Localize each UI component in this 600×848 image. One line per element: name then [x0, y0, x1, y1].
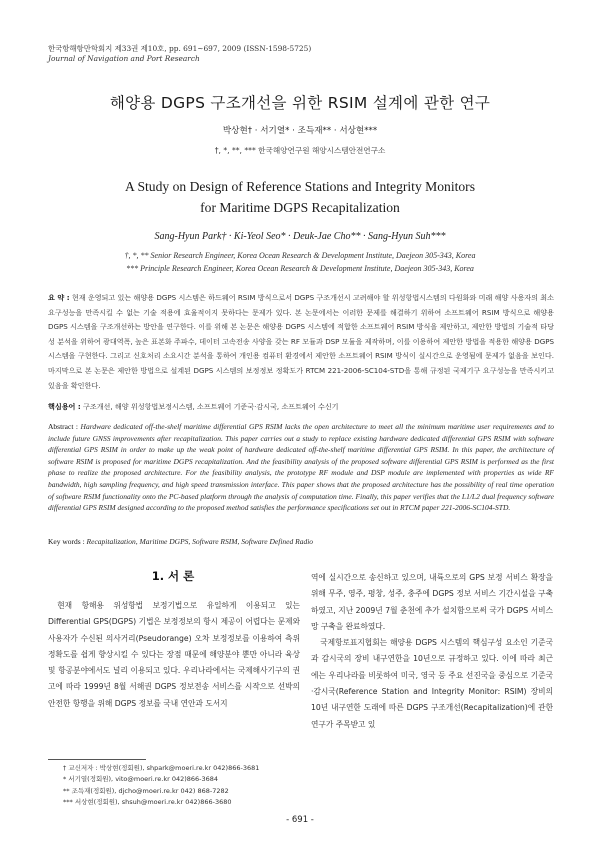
- footnote-item: ** 조득재(정회원), djcho@moeri.re.kr 042) 868-7282: [63, 786, 229, 795]
- footnote-divider: [48, 759, 146, 760]
- title-en-line-2: for Maritime DGPS Recapitalization: [200, 200, 400, 215]
- section-heading-introduction: 1. 서 론: [151, 569, 195, 583]
- journal-header: [48, 44, 311, 64]
- journal-name-en: Journal of Navigation and Port Research: [48, 54, 200, 63]
- abstract-korean: [48, 291, 554, 393]
- authors-korean: 박상현† · 서기열* · 조득재** · 서상현***: [222, 126, 378, 136]
- keywords-english-text: Recapitalization, Maritime DGPS, Software RSIM, Software Defined Radio: [86, 537, 314, 546]
- keywords-korean: [48, 402, 554, 412]
- keywords-english-label: Key words :: [48, 537, 85, 546]
- body-column-right: [311, 570, 553, 733]
- keywords-korean-label: 핵심용어 :: [48, 402, 81, 411]
- abstract-english-label: Abstract :: [48, 422, 79, 431]
- footnote-item: † 교신저자 : 박상현(정회원), shpark@moeri.re.kr 042)866-3681: [63, 764, 260, 772]
- keywords-english: [48, 537, 554, 546]
- title-en-line-1: A Study on Design of Reference Stations and Integrity Monitors: [125, 179, 475, 194]
- page-number: - 691 -: [286, 815, 314, 825]
- affiliation-en-line-1: †, *, ** Senior Research Engineer, Korea Ocean Research & Development Institute, Daejeon 305-343, Korea: [124, 251, 476, 260]
- affiliation-korean: †, *, **, *** 한국해양연구원 해양시스템안전연구소: [214, 146, 386, 155]
- abstract-english-text: Hardware dedicated off-the-shelf maritime differential GPS RSIM lacks the open architecture to meet all the minimum maritime user requirements and to include future GNSS improvements after recapitalization. This paper carries out a study to replace existing hardware dedicated differential GPS RSIM with software differential GPS RSIM in order to make up the weak point of hardware dedicated off-the-shelf maritime differential GPS RSIM. In this paper, the architecture of software RSIM is proposed for maritime DGPS recapitalization. And the feasibility analysis of the proposed software differential GPS RSIM is performed as the first phase to realize the proposed architecture. For the feasibility analysis, the prototype RF module and DSP module are implemented with properties as wide RF bandwidth, high sampling frequency, and high speed transmission interface. This paper shows that the proposed architecture has the possibility of real time operation of software RSIM functionality onto the PC-based platform through the analysis of computation time. Finally, this paper verifies that the L1/L2 dual frequency software differential GPS RSIM designed according to the proposed method satisfies the performance specifications set out in RTCM paper 221-2006-SC104-STD.: [48, 422, 554, 513]
- keywords-korean-text: 구조개선, 해양 위성항법보정시스템, 소프트웨어 기준국·감시국, 소프트웨어 수신기: [82, 402, 339, 411]
- footnote-item: * 서기열(정회원), vito@moeri.re.kr 042)866-3684: [63, 775, 219, 784]
- abstract-english: [48, 421, 554, 514]
- body-paragraph: 현재 항해용 위성항법 보정기법으로 유일하게 이용되고 있는 Differential GPS(DGPS) 기법은 보정정보의 항시 제공이 어렵다는 문제와 사용자가 수신된 의사거리(Pseudorange) 오차 보정정보를 이용하여 측위 정확도를 쉽게 향상시킬 수 있다는 장점 때문에 해양분야 뿐만 아니라 육상 및 항공분야에서도 널리 이용되고 있다. 우리나라에서는 국제해사기구의 권고에 따라 1999년 8월 서해권 DGPS 정보전송 서비스를 시작으로 선박의 안전한 항행을 위해 DGPS 정보를 국내 연안과 도서지: [48, 601, 300, 708]
- journal-citation: 한국항해항만학회지 제33권 제10호, pp. 691~697, 2009 (ISSN-1598-5725): [48, 44, 312, 53]
- body-paragraph: 국제항로표지협회는 해양용 DGPS 시스템의 핵심구성 요소인 기준국과 감시국의 장비 내구연한을 10년으로 규정하고 있다. 이에 따라 최근에는 우리나라를 비롯하여 미국, 영국 등 주요 선진국을 중심으로 기준국·감시국(Reference Station and Integrity Monitor: RSIM) 장비의 10년 내구연한 도래에 따른 DGPS 구조개선(Recapitalization)에 관한 연구가 주목받고 있: [311, 638, 553, 729]
- abstract-korean-label: 요 약 :: [48, 293, 70, 302]
- authors-english: Sang-Hyun Park† · Ki-Yeol Seo* · Deuk-Jae Cho** · Sang-Hyun Suh***: [154, 231, 446, 242]
- footnote-item: *** 서상현(정회원), shsuh@moeri.re.kr 042)866-3680: [63, 798, 232, 807]
- paper-title-english: [0, 176, 600, 218]
- affiliation-english: [0, 249, 600, 275]
- body-paragraph: 역에 실시간으로 송신하고 있으며, 내륙으로의 GPS 보정 서비스 확장을 위해 무주, 영주, 평창, 성주, 충주에 DGPS 정보 서비스 기간시설을 구축하였고, 지난 2009년 7월 춘천에 추가 설치함으로써 국가 DGPS 서비스망 구축을 완료하였다.: [311, 573, 553, 631]
- affiliation-en-line-2: *** Principle Research Engineer, Korea Ocean Research & Development Institute, Daejeon 305-343, Korea: [126, 264, 474, 273]
- abstract-korean-text: 현재 운영되고 있는 해양용 DGPS 시스템은 하드웨어 RSIM 방식으로서 DGPS 구조개선시 고려해야 할 위성항법시스템의 다원화와 미래 해양 사용자의 최소 요구성능을 만족시킬 수 없는 기술 적용에 효율적이지 못하다는 문제가 있다. 본 논문에서는 이러한 문제를 해결하기 위하여 소프트웨어 RSIM 방식으로 해양용 DGPS 시스템을 구조개선하는 방안을 연구한다. 이를 위해 본 논문은 해양용 DGPS 시스템에 적합한 소프트웨어 RSIM 방식을 제안하고, 제안한 방법의 기술적 타당성 분석을 위하여 광대역폭, 높은 표본화 주파수, 데이터 고속전송 사양을 갖는 RF 모듈과 DSP 모듈을 제작하며, 이를 이용하여 제안한 방법을 적용한 해양용 DGPS 시스템을 구현한다. 그리고 신호처리 소요시간 분석을 통하여 개인용 컴퓨터 환경에서 제안한 소프트웨어 RSIM 방식이 실시간으로 운영됨에 문제가 없음을 보인다. 마지막으로 본 논문은 제안한 방법으로 설계된 DGPS 시스템의 보정정보 정확도가 RTCM 221-2006-SC104-STD을 통해 규정된 국제기구 요구성능을 만족시키고 있음을 확인한다.: [48, 293, 554, 390]
- body-column-left: [48, 598, 300, 712]
- paper-title-korean: 해양용 DGPS 구조개선을 위한 RSIM 설계에 관한 연구: [109, 94, 491, 112]
- footnotes: [63, 763, 259, 809]
